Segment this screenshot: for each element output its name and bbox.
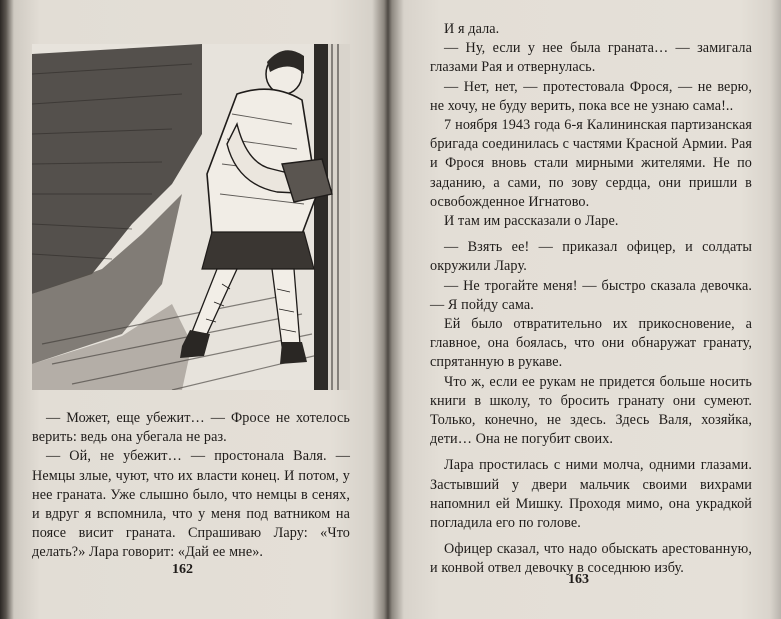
paragraph: — Нет, нет, — протестовала Фрося, — не верю, не хочу, не буду верить, пока все не узнаю сама!..: [430, 78, 752, 114]
paragraph: Офицер сказал, что надо обыскать арестованную, и конвой отвел девочку в соседнюю избу.: [430, 541, 752, 577]
illustration-girl-with-grenade: [32, 44, 350, 390]
paragraph: Ей было отвратительно их прикосновение, а главное, она боялась, что они обнаружат гранату, спрятанную в рукаве.: [430, 316, 752, 371]
right-page: [390, 0, 781, 619]
right-page-text: [430, 20, 752, 579]
page-number: 162: [172, 562, 193, 577]
paragraph: — Взять ее! — приказал офицер, и солдаты окружили Лару.: [430, 239, 752, 275]
paragraph: — Ну, если у нее была граната… — замигала глазами Рая и отвернулась.: [430, 40, 752, 76]
paragraph: — Не трогайте меня! — быстро сказала девочка. — Я пойду сама.: [430, 277, 752, 313]
paragraph: Лара простилась с ними молча, одними глазами. Застывший у двери мальчик своими вихрами напомнил ей Мишку. Проходя мимо, она украдкой погладила его по голове.: [430, 457, 752, 532]
page-number: 163: [568, 572, 589, 587]
paragraph: — Может, еще убежит… — Фросе не хотелось верить: ведь она убегала не раз.: [32, 410, 350, 446]
paragraph: Что ж, если ее рукам не придется больше носить книги в школу, то бросить гранату они сумеют. Только, конечно, не здесь. Здесь Валя, хозяйка, дети… Она не погубит своих.: [430, 373, 752, 448]
paragraph: — Ой, не убежит… — простонала Валя. — Немцы злые, чуют, что их власти конец. И потом, у нее граната. Уже слышно было, что немцы в сенях, и вдруг я вспомнила, что у меня под ватником на поясе висит граната. Спрашиваю Лару: «Что делать?» Лара говорит: «Дай ее мне».: [32, 448, 350, 561]
left-page: [0, 0, 386, 619]
pen-drawing: [32, 44, 350, 390]
paragraph: 7 ноября 1943 года 6-я Калининская партизанская бригада соединилась с частями Красной Армии. Рая и Фрося вновь стали мирными жителями. Не по заданию, а сами, по зову сердца, они пришли в освобожденное Игнатово.: [430, 117, 752, 210]
paragraph: И я дала.: [444, 21, 500, 37]
paragraph: И там им рассказали о Ларе.: [444, 213, 619, 230]
left-page-text: [32, 409, 350, 563]
